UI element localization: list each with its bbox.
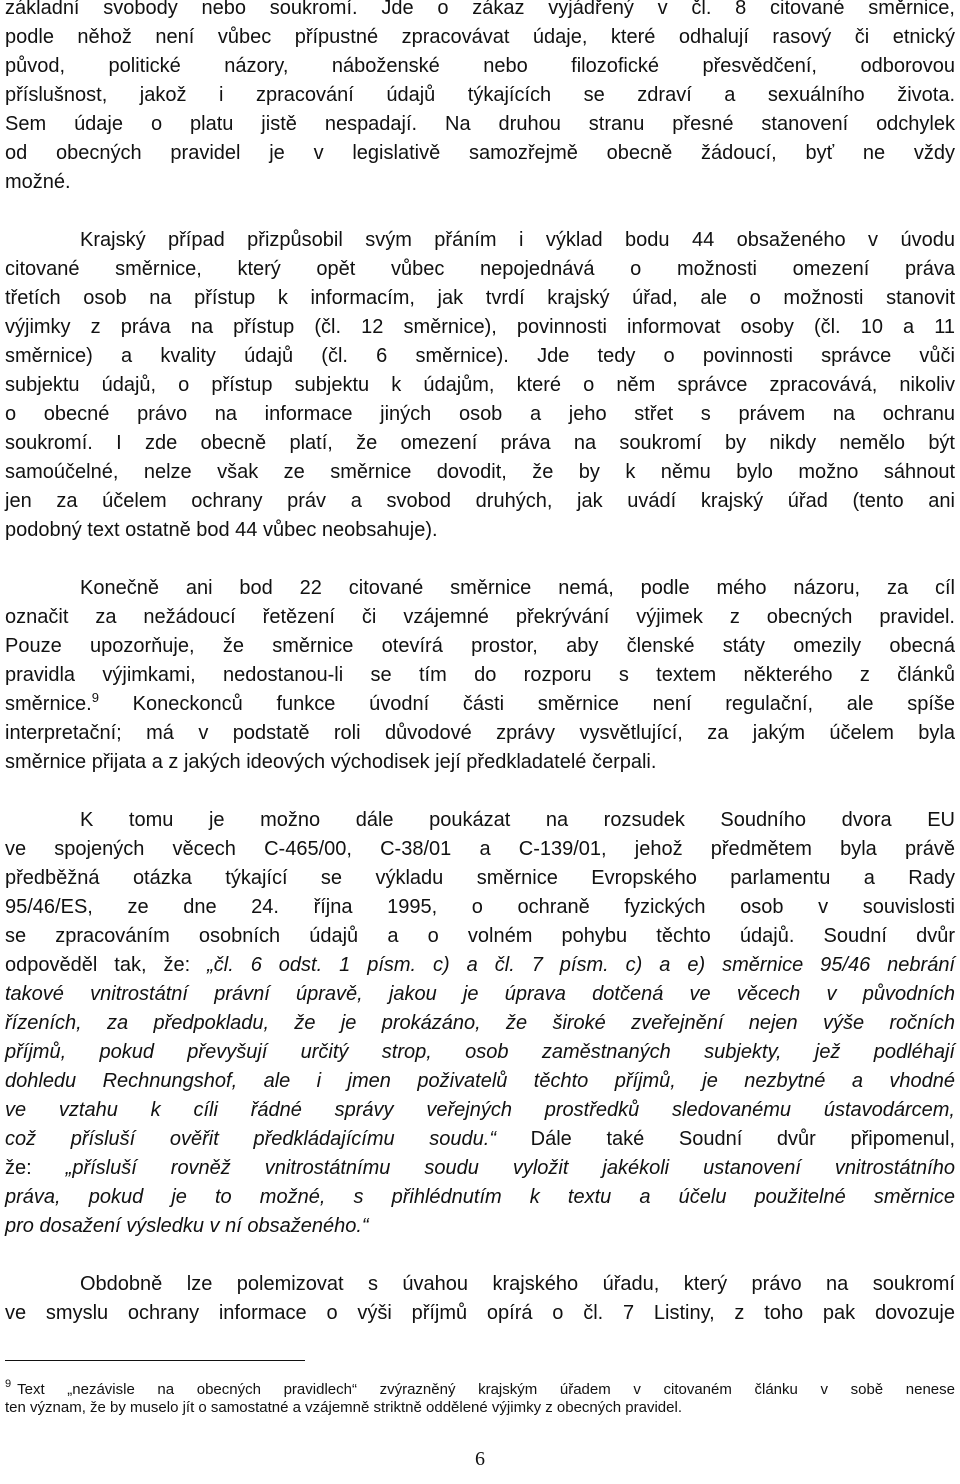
text-line: [0, 1154, 960, 1183]
text-line: citované směrnice, který opět vůbec nepojednává o možnosti omezení práva: [5, 258, 955, 280]
footnote-number: 9: [5, 1378, 12, 1390]
text-line: K tomu je možno dále poukázat na rozsudek Soudního dvora EU: [80, 809, 955, 831]
text-line: směrnice přijata a z jakých ideových východisek její předkladatelé čerpali.: [5, 751, 657, 773]
footnote-text: Text „nezávisle na obecných pravidlech“ zvýrazněný krajským úřadem v citovaném článku v sobě nenese: [17, 1381, 955, 1398]
footnote-separator: [5, 1360, 305, 1361]
text-segment: Dále také Soudní dvůr připomenul,: [530, 1128, 955, 1150]
text-line: možné.: [5, 171, 71, 193]
text-line: Pouze upozorňuje, že směrnice otevírá prostor, aby členské státy omezily obecná: [5, 635, 955, 657]
text-line: ve spojených věcech C-465/00, C-38/01 a C-139/01, jehož předmětem byla právě: [5, 838, 955, 860]
page-number: 6: [475, 1448, 485, 1470]
footnote-line: ten význam, že by muselo jít o samostatné a vzájemně striktně oddělené výjimky z obecných pravidel.: [5, 1399, 682, 1416]
paragraph-listina: [0, 1270, 960, 1328]
text-line: původ, politické názory, náboženské nebo filozofické přesvědčení, odborovou: [5, 55, 955, 77]
text-segment: že:: [5, 1157, 32, 1179]
text-line: se zpracováním osobních údajů a o volném pohybu těchto údajů. Soudní dvůr: [5, 925, 955, 947]
footnote-line: [0, 1372, 960, 1396]
text-line: Obdobně lze polemizovat s úvahou krajského úřadu, který právo na soukromí: [80, 1273, 955, 1295]
text-line: Krajský případ přizpůsobil svým přáním i výklad bodu 44 obsaženého v úvodu: [80, 229, 955, 251]
quote-line: práva, pokud je to možné, s přihlédnutím k textu a účelu použitelné směrnice: [5, 1186, 955, 1208]
text-line: třetích osob na přístup k informacím, jak tvrdí krajský úřad, ale o možnosti stanovit: [5, 287, 955, 309]
paragraph-bod-22: [0, 574, 960, 777]
text-line: jen za účelem ochrany práv a svobod druhých, jak uvádí krajský úřad (tento ani: [5, 490, 955, 512]
text-line: předběžná otázka týkající se výkladu směrnice Evropského parlamentu a Rady: [5, 867, 955, 889]
text-line: směrnice) a kvality údajů (čl. 6 směrnice). Jde tedy o povinnosti správce vůči: [5, 345, 955, 367]
text-line: interpretační; má v podstatě roli důvodové zprávy vysvětlující, za jakým účelem byla: [5, 722, 955, 744]
quote-line: ve vztahu k cíli řádné správy veřejných prostředků sledovanému ústavodárcem,: [5, 1099, 955, 1121]
text-line: [0, 690, 960, 719]
text-line: od obecných pravidel je v legislativě samozřejmě obecně žádoucí, byť ne vždy: [5, 142, 955, 164]
text-line: ve smyslu ochrany informace o výši příjmů opírá o čl. 7 Listiny, z toho pak dovozuje: [5, 1302, 955, 1324]
text-line: výjimky z práva na přístup (čl. 12 směrnice), povinnosti informovat osoby (čl. 10 a 11: [5, 316, 955, 338]
text-line: označit za nežádoucí řetězení či vzájemné překrývání výjimek z obecných pravidel.: [5, 606, 955, 628]
paragraph-bod-44: [0, 226, 960, 545]
quote-segment: „přísluší rovněž vnitrostátnímu soudu vyložit jakékoli ustanovení vnitrostátního: [65, 1157, 955, 1179]
text-line: podle něhož není vůbec přípustné zpracovávat údaje, které odhalují rasový či etnický: [5, 26, 955, 48]
text-line: základní svobody nebo soukromí. Jde o zákaz vyjádřený v čl. 8 citované směrnice,: [5, 0, 955, 19]
quote-line: příjmů, pokud převyšují určitý strop, osob zaměstnaných subjekty, jež podléhají: [5, 1041, 955, 1063]
text-line: [0, 1125, 960, 1154]
text-segment: Koneckonců funkce úvodní části směrnice není regulační, ale spíše: [132, 693, 956, 715]
text-line: příslušnost, jakož i zpracování údajů týkajících se zdraví a sexuálního života.: [5, 84, 955, 106]
quote-segment: „čl. 6 odst. 1 písm. c) a čl. 7 písm. c) a e) směrnice 95/46 nebrání: [207, 954, 955, 976]
quote-line: dohledu Rechnungshof, ale i jmen poživatelů těchto příjmů, je nezbytné a vhodné: [5, 1070, 955, 1092]
text-line: Konečně ani bod 22 citované směrnice nemá, podle mého názoru, za cíl: [80, 577, 955, 599]
text-line: samoúčelné, nelze však ze směrnice dovodit, že by k němu bylo možno sáhnout: [5, 461, 955, 483]
text-line: Sem údaje o platu jistě nespadají. Na druhou stranu přesné stanovení odchylek: [5, 113, 955, 135]
quote-line: pro dosažení výsledku v ní obsaženého.“: [5, 1215, 369, 1237]
text-line: podobný text ostatně bod 44 vůbec neobsahuje).: [5, 519, 438, 541]
paragraph-continuation: [0, 0, 960, 197]
quote-segment: což přísluší ověřit předkládajícímu soudu.“: [5, 1128, 496, 1150]
text-line: subjektu údajů, o přístup subjektu k údajům, které o něm správce zpracovává, nikoliv: [5, 374, 955, 396]
footnote-reference: 9: [91, 690, 99, 705]
text-line: pravidla výjimkami, nedostanou-li se tím do rozporu s textem některého z článků: [5, 664, 955, 686]
quote-line: takové vnitrostátní právní úpravě, jakou je úprava dotčená ve věcech v původních: [5, 983, 955, 1005]
text-segment: odpověděl tak, že:: [5, 954, 191, 976]
text-line: 95/46/ES, ze dne 24. října 1995, o ochraně fyzických osob v souvislosti: [5, 896, 955, 918]
quote-line: řízeních, za předpokladu, že je prokázáno, že široké zveřejnění nejen výše ročních: [5, 1012, 955, 1034]
text-line: soukromí. I zde obecně platí, že omezení práva na soukromí by nikdy nemělo být: [5, 432, 955, 454]
text-line: o obecné právo na informace jiných osob a jeho střet s právem na ochranu: [5, 403, 955, 425]
text-line: [0, 951, 960, 980]
text-segment: směrnice.: [5, 693, 92, 715]
paragraph-rozsudek: [0, 806, 960, 1241]
footnote: [0, 1372, 960, 1420]
